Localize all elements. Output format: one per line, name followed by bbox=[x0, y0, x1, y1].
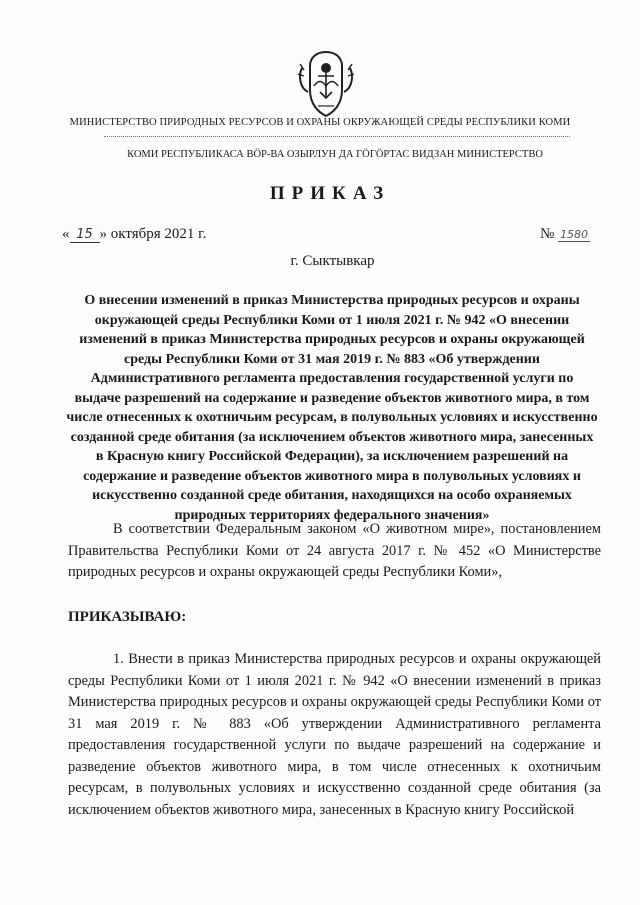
document-city: г. Сыктывкар bbox=[290, 253, 375, 269]
ministry-name-komi: КОМИ РЕСПУБЛИКАСА ВӦР-ВА ОЗЫРЛУН ДА ГӦГӦРТАС ВИДЗАН МИНИСТЕРСТВО bbox=[127, 149, 543, 160]
document-heading: О внесении изменений в приказ Министерства природных ресурсов и охраны окружающей среды Республики Коми от 1 июля 2021 г. № 942 «О внесении изменений в приказ Министерства природных ресурсов и охраны окружающей среды Республики Коми от 31 мая 2019 г. № 883 «Об утверждении Административного регламента предоставления государственной услуги по выдаче разрешений на содержание и разведение объектов животного мира, в том числе отнесенных к охотничьим ресурсам, в полувольных условиях и искусственно созданной среде обитания (за исключением объектов животного мира, занесенных в Красную книгу Российской Федерации), за исключением разрешений на содержание и разведение объектов животного мира в полувольных условиях и искусственно созданной среде обитания, находящихся на особо охраняемых природных территориях федерального значения» bbox=[66, 293, 598, 523]
date-open-quote: « bbox=[62, 226, 70, 242]
date-day-handwritten: 15 bbox=[70, 228, 100, 243]
ministry-name-russian: МИНИСТЕРСТВО ПРИРОДНЫХ РЕСУРСОВ И ОХРАНЫ ОКРУЖАЮЩЕЙ СРЕДЫ РЕСПУБЛИКИ КОМИ bbox=[69, 117, 571, 128]
document-type-title: ПРИКАЗ bbox=[269, 183, 391, 204]
date-month-year: » октября 2021 г. bbox=[99, 226, 207, 242]
header-divider bbox=[104, 136, 570, 137]
preamble-paragraph: В соответствии Федеральным законом «О животном мире», постановлением Правительства Республики Коми от 24 августа 2017 г. № 452 «О Министерстве природных ресурсов и охраны окружающей среды Республики Коми», bbox=[68, 521, 601, 580]
number-handwritten: 1580 bbox=[560, 228, 589, 241]
item-1-paragraph: 1. Внести в приказ Министерства природных ресурсов и охраны окружающей среды Республики Коми от 1 июля 2021 г. № 942 «О внесении изменений в приказ Министерства природных ресурсов и охраны окружающей среды Республики Коми от 31 мая 2019 г. № 883 «Об утверждении Административного регламента предоставления государственной услуги по выдаче разрешений на содержание и разведение объектов животного мира, в том числе отнесенных к охотничьим ресурсам, в полувольных условиях и искусственно созданной среде обитания (за исключением объектов животного мира, занесенных в Красную книгу Российской bbox=[68, 651, 601, 818]
order-word: ПРИКАЗЫВАЮ: bbox=[68, 609, 187, 625]
number-prefix: № bbox=[540, 226, 555, 242]
document-date bbox=[62, 226, 206, 243]
document-number bbox=[540, 226, 590, 243]
komi-coat-of-arms-icon bbox=[296, 46, 356, 118]
